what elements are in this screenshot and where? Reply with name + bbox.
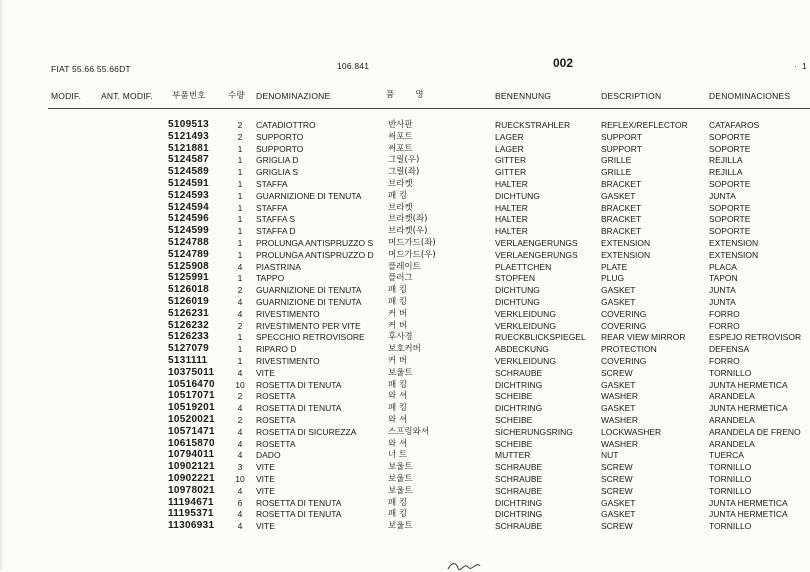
cell-korean-name: 반사판	[388, 120, 413, 130]
cell-quantity: 1	[237, 179, 243, 189]
cell-korean-name: 보호커버	[388, 344, 421, 355]
table-row	[0, 225, 810, 237]
col-header-denominaciones: DENOMINACIONES	[709, 91, 791, 101]
cell-part-number: 5126231	[168, 307, 210, 319]
cell-part-number: 11306931	[168, 520, 215, 532]
cell-denominazione: STAFFA	[256, 202, 288, 213]
cell-description: PROTECTION	[601, 344, 657, 355]
table-row	[0, 379, 810, 391]
cell-part-number: 10375011	[168, 366, 215, 378]
cell-description: NUT	[601, 450, 619, 461]
cell-benennung: HALTER	[495, 226, 528, 237]
cell-denominaciones: SOPORTE	[709, 226, 751, 237]
table-row	[0, 154, 810, 166]
cell-denominaciones: SOPORTE	[709, 143, 751, 154]
cell-benennung: SCHRAUBE	[495, 474, 543, 484]
cell-part-number: 5126018	[168, 284, 210, 296]
cell-denominazione: ROSETTA	[256, 438, 296, 449]
cell-denominaciones: TORNILLO	[709, 367, 752, 378]
col-header-part-number: 부품번호	[172, 91, 206, 101]
cell-korean-name: 머드가드(좌)	[388, 238, 436, 248]
cell-quantity: 1	[237, 226, 243, 237]
cell-korean-name: 패 킹	[388, 509, 408, 520]
cell-part-number: 5124599	[168, 225, 210, 237]
cell-denominazione: STAFFA S	[256, 214, 296, 225]
cell-quantity: 4	[237, 426, 243, 437]
cell-korean-name: 플러그	[388, 273, 413, 284]
cell-denominazione: VITE	[256, 367, 275, 378]
cell-description: SCREW	[601, 521, 633, 532]
table-row	[0, 202, 810, 214]
cell-quantity: 2	[237, 391, 243, 402]
cell-description: GASKET	[601, 190, 636, 201]
cell-quantity: 4	[237, 521, 243, 532]
cell-quantity: 1	[237, 273, 243, 284]
cell-denominaciones: TUERCA	[709, 450, 744, 461]
cell-korean-name: 써포트	[388, 143, 413, 154]
cell-quantity: 4	[237, 367, 243, 378]
cell-korean-name: 브라켓	[388, 202, 413, 213]
cell-part-number: 5124596	[168, 213, 210, 225]
cell-denominazione: ROSETTA	[256, 391, 296, 402]
cell-quantity: 2	[237, 120, 243, 130]
cell-denominazione: ROSETTA DI TENUTA	[256, 379, 342, 390]
table-row	[0, 438, 810, 450]
cell-part-number: 5125991	[168, 272, 210, 284]
cell-part-number: 5124593	[168, 189, 210, 201]
cell-description: SUPPORT	[601, 131, 642, 142]
cell-benennung: ABDECKUNG	[495, 344, 549, 355]
cell-part-number: 5126232	[168, 319, 210, 331]
cell-description: LOCKWASHER	[601, 426, 662, 437]
cell-description: WASHER	[601, 391, 638, 402]
cell-benennung: DICHTUNG	[495, 297, 540, 307]
cell-denominaciones: SOPORTE	[709, 179, 751, 189]
cell-part-number: 10794011	[168, 449, 215, 461]
col-header-quantity: 수량	[228, 91, 245, 101]
cell-denominazione: PROLUNGA ANTISPRUZZO S	[256, 238, 374, 248]
cell-denominazione: SUPPORTO	[256, 131, 304, 142]
cell-part-number: 5124788	[168, 237, 210, 248]
cell-benennung: LAGER	[495, 143, 524, 154]
cell-part-number: 5131111	[168, 355, 208, 366]
cell-denominaciones: FORRO	[709, 308, 740, 319]
cell-korean-name: 그릴(좌)	[388, 167, 420, 178]
cell-part-number: 10902121	[168, 461, 215, 473]
cell-denominazione: ROSETTA DI TENUTA	[256, 403, 342, 414]
cell-quantity: 1	[237, 155, 243, 166]
cell-benennung: SCHRAUBE	[495, 367, 543, 378]
cell-description: SUPPORT	[601, 143, 642, 154]
cell-benennung: SCHEIBE	[495, 438, 533, 449]
table-row	[0, 261, 810, 273]
cell-benennung: HALTER	[495, 202, 528, 213]
cell-denominazione: CATADIOTTRO	[256, 120, 316, 130]
cell-description: EXTENSION	[601, 238, 651, 248]
cell-korean-name: 후사경	[388, 332, 413, 343]
cell-denominaciones: JUNTA HERMETICA	[709, 379, 788, 390]
cell-benennung: SCHEIBE	[495, 391, 533, 402]
cell-benennung: SICHERUNGSRING	[495, 426, 573, 437]
cell-denominazione: VITE	[256, 485, 275, 496]
cell-denominaciones: JUNTA	[709, 190, 736, 201]
cell-part-number: 5126019	[168, 296, 210, 307]
table-row	[0, 367, 810, 379]
cell-denominaciones: SOPORTE	[709, 131, 751, 142]
cell-quantity: 1	[237, 143, 243, 154]
cell-korean-name: 보울트	[388, 474, 413, 484]
cell-korean-name: 써포트	[388, 131, 413, 142]
cell-part-number: 5124594	[168, 201, 210, 213]
cell-denominaciones: TORNILLO	[709, 462, 752, 473]
col-header-description: DESCRIPTION	[601, 91, 662, 101]
cell-denominaciones: JUNTA HERMETICA	[709, 497, 788, 508]
cell-denominazione: RIVESTIMENTO	[256, 308, 320, 319]
cell-quantity: 1	[237, 356, 243, 366]
cell-part-number: 5125908	[168, 260, 210, 272]
cell-denominaciones: ARANDELA DE FRENO	[709, 426, 801, 437]
cell-korean-name: 패 킹	[388, 190, 408, 201]
cell-denominaciones: ARANDELA	[709, 415, 755, 425]
cell-benennung: DICHTRING	[495, 379, 543, 390]
cell-benennung: VERKLEIDUNG	[495, 356, 556, 366]
table-row	[0, 237, 810, 249]
cell-description: BRACKET	[601, 214, 642, 225]
table-row	[0, 284, 810, 296]
cell-description: SCREW	[601, 367, 633, 378]
table-row	[0, 131, 810, 143]
cell-denominazione: ROSETTA DI TENUTA	[256, 497, 342, 508]
cell-quantity: 2	[237, 131, 243, 142]
cell-description: GASKET	[601, 403, 636, 414]
cell-denominazione: VITE	[256, 462, 275, 473]
cell-part-number: 10978021	[168, 484, 215, 496]
cell-denominazione: SUPPORTO	[256, 143, 304, 154]
cell-description: BRACKET	[601, 226, 642, 237]
cell-denominazione: GRIGLIA S	[256, 167, 299, 178]
cell-part-number: 11195371	[168, 508, 214, 520]
cell-quantity: 4	[237, 261, 243, 272]
cell-description: PLATE	[601, 261, 628, 272]
cell-quantity: 1	[237, 214, 243, 225]
table-row	[0, 320, 810, 332]
cell-korean-name: 와 셔	[388, 391, 408, 402]
cell-benennung: MUTTER	[495, 450, 531, 461]
cell-denominazione: DADO	[256, 450, 281, 461]
cell-quantity: 4	[237, 297, 243, 307]
header-divider	[48, 108, 810, 109]
cell-benennung: DICHTRING	[495, 497, 543, 508]
table-row	[0, 520, 810, 532]
table-row	[0, 331, 810, 343]
cell-korean-name: 커 버	[388, 320, 408, 331]
cell-benennung: VERLAENGERUNGS	[495, 238, 578, 248]
cell-denominazione: ROSETTA	[256, 415, 296, 425]
table-row	[0, 272, 810, 284]
table-row	[0, 213, 810, 225]
cell-part-number: 5121881	[168, 142, 210, 154]
cell-korean-name: 보울트	[388, 485, 413, 496]
cell-benennung: GITTER	[495, 155, 527, 166]
cell-description: EXTENSION	[601, 249, 651, 260]
cell-denominaciones: SOPORTE	[709, 202, 751, 213]
cell-denominaciones: REJILLA	[709, 155, 743, 166]
table-row	[0, 296, 810, 308]
table-row	[0, 449, 810, 461]
table-row	[0, 414, 810, 426]
cell-quantity: 2	[237, 415, 243, 425]
cell-denominazione: ROSETTA DI TENUTA	[256, 509, 342, 520]
cell-part-number: 5124789	[168, 248, 210, 260]
cell-description: SCREW	[601, 474, 633, 484]
cell-korean-name: 와 셔	[388, 415, 408, 425]
cell-denominazione: TAPPO	[256, 273, 285, 284]
cell-quantity: 1	[237, 344, 243, 355]
cell-denominaciones: EXTENSION	[709, 238, 759, 248]
cell-description: REAR VIEW MIRROR	[601, 332, 686, 343]
cell-part-number: 10902221	[168, 473, 215, 484]
cell-benennung: SCHRAUBE	[495, 462, 543, 473]
cell-korean-name: 패 킹	[388, 403, 408, 414]
cell-description: WASHER	[601, 415, 638, 425]
cell-denominazione: VITE	[256, 474, 275, 484]
cell-benennung: HALTER	[495, 214, 528, 225]
cell-denominaciones: JUNTA HERMETICA	[709, 403, 788, 414]
cell-denominaciones: TAPON	[709, 273, 738, 284]
cell-part-number: 5121493	[168, 130, 210, 142]
col-header-ant-modif: ANT. MODIF.	[101, 91, 153, 101]
cell-benennung: DICHTRING	[495, 403, 543, 414]
table-row	[0, 178, 810, 190]
cell-korean-name: 패 킹	[388, 297, 408, 307]
document-date: 106.841	[337, 61, 370, 71]
cell-korean-name: 보울트	[388, 521, 413, 532]
table-row	[0, 190, 810, 202]
table-row	[0, 355, 810, 367]
cell-part-number: 10517071	[168, 390, 215, 402]
cell-description: REFLEX/REFLECTOR	[601, 120, 688, 130]
cell-denominazione: RIPARO D	[256, 344, 297, 355]
cell-denominaciones: TORNILLO	[709, 485, 752, 496]
table-row	[0, 166, 810, 178]
cell-description: BRACKET	[601, 179, 642, 189]
cell-denominazione: SPECCHIO RETROVISORE	[256, 332, 365, 343]
cell-denominaciones: JUNTA	[709, 285, 736, 296]
cell-benennung: DICHTUNG	[495, 190, 540, 201]
cell-denominaciones: ARANDELA	[709, 438, 755, 449]
cell-quantity: 6	[237, 497, 243, 508]
cell-korean-name: 그릴(우)	[388, 155, 420, 166]
cell-part-number: 5124589	[168, 166, 210, 178]
cell-korean-name: 패 킹	[388, 285, 408, 296]
cell-denominaciones: PLACA	[709, 261, 737, 272]
cell-quantity: 4	[237, 485, 243, 496]
cell-quantity: 4	[237, 403, 243, 414]
table-row	[0, 473, 810, 485]
cell-part-number: 10571471	[168, 425, 215, 437]
cell-description: GASKET	[601, 297, 636, 307]
cell-description: SCREW	[601, 462, 633, 473]
cell-benennung: DICHTRING	[495, 509, 543, 520]
cell-korean-name: 패 킹	[388, 379, 408, 390]
cell-part-number: 5109513	[168, 119, 210, 130]
table-row	[0, 508, 810, 520]
cell-denominazione: GUARNIZIONE DI TENUTA	[256, 190, 362, 201]
col-header-modif: MODIF.	[51, 91, 82, 101]
cell-denominaciones: SOPORTE	[709, 214, 751, 225]
cell-denominaciones: ESPEJO RETROVISOR	[709, 332, 802, 343]
cell-benennung: VERKLEIDUNG	[495, 308, 556, 319]
cell-benennung: SCHRAUBE	[495, 485, 543, 496]
cell-quantity: 2	[237, 285, 243, 296]
cell-benennung: SCHEIBE	[495, 415, 533, 425]
col-header-korean-name: 품 명	[386, 90, 424, 100]
cell-benennung: LAGER	[495, 131, 524, 142]
table-row	[0, 461, 810, 473]
table-row	[0, 143, 810, 155]
cell-quantity: 10	[235, 379, 245, 390]
cell-part-number: 10520021	[168, 414, 215, 425]
table-row	[0, 390, 810, 402]
cell-description: COVERING	[601, 308, 647, 319]
cell-description: GASKET	[601, 379, 636, 390]
cell-part-number: 5124587	[168, 154, 210, 166]
cell-quantity: 2	[237, 320, 243, 331]
cell-quantity: 1	[237, 202, 243, 213]
cell-korean-name: 스프링와셔	[388, 426, 430, 437]
cell-part-number: 10516470	[168, 378, 215, 390]
table-row	[0, 426, 810, 438]
cell-korean-name: 커 버	[388, 308, 408, 319]
col-header-benennung: BENENNUNG	[495, 91, 552, 101]
cell-benennung: VERLAENGERUNGS	[495, 249, 578, 260]
table-row	[0, 308, 810, 320]
table-row	[0, 402, 810, 414]
cell-benennung: DICHTUNG	[495, 285, 540, 296]
cell-denominaciones: CATAFAROS	[709, 120, 760, 130]
cell-description: GRILLE	[601, 155, 632, 166]
page-code: 002	[553, 56, 574, 70]
cell-description: GASKET	[601, 497, 636, 508]
cell-quantity: 4	[237, 509, 243, 520]
cell-denominazione: STAFFA	[256, 179, 288, 189]
cell-denominazione: GUARNIZIONE DI TENUTA	[256, 285, 362, 296]
cell-korean-name: 보울트	[388, 367, 413, 378]
cell-denominaciones: ARANDELA	[709, 391, 755, 402]
page-number: 1	[802, 61, 807, 71]
model-title: FIAT 55.66 55.66DT	[51, 64, 131, 74]
cell-quantity: 1	[237, 332, 243, 343]
cell-korean-name: 와 셔	[388, 438, 408, 449]
cell-denominazione: PROLUNGA ANTISPRUZZO D	[256, 249, 374, 260]
cell-denominaciones: FORRO	[709, 356, 740, 366]
cell-denominaciones: JUNTA HERMETICA	[709, 509, 788, 520]
cell-description: COVERING	[601, 320, 647, 331]
cell-quantity: 1	[237, 249, 243, 260]
cell-description: BRACKET	[601, 202, 642, 213]
cell-benennung: PLAETTCHEN	[495, 261, 552, 272]
cell-benennung: RUECKBLICKSPIEGEL	[495, 332, 586, 343]
cell-description: COVERING	[601, 356, 647, 366]
cell-korean-name: 패 킹	[388, 497, 408, 508]
cell-korean-name: 머드가드(우)	[388, 249, 436, 260]
page-number-prefix: ·	[794, 61, 798, 71]
cell-benennung: SCHRAUBE	[495, 521, 543, 532]
table-row	[0, 343, 810, 355]
cell-benennung: GITTER	[495, 167, 527, 178]
cell-benennung: STOPFEN	[495, 273, 535, 284]
cell-denominaciones: REJILLA	[709, 167, 743, 178]
cell-korean-name: 커 버	[388, 356, 408, 366]
cell-quantity: 1	[237, 238, 243, 248]
cell-quantity: 4	[237, 450, 243, 461]
table-row	[0, 119, 810, 131]
cell-denominazione: VITE	[256, 521, 275, 532]
cell-description: PLUG	[601, 273, 625, 284]
cell-denominazione: GRIGLIA D	[256, 155, 299, 166]
cell-korean-name: 브라켓(우)	[388, 226, 428, 237]
cell-description: WASHER	[601, 438, 638, 449]
cell-quantity: 4	[237, 438, 243, 449]
cell-quantity: 1	[237, 190, 243, 201]
cell-description: GASKET	[601, 509, 636, 520]
cell-denominaciones: TORNILLO	[709, 521, 752, 532]
table-row	[0, 497, 810, 509]
cell-quantity: 10	[235, 474, 245, 484]
cell-benennung: HALTER	[495, 179, 528, 189]
cell-quantity: 4	[237, 308, 243, 319]
cell-description: GRILLE	[601, 167, 632, 178]
cell-korean-name: 브라켓(좌)	[388, 214, 428, 225]
cell-description: SCREW	[601, 485, 633, 496]
cell-denominaciones: JUNTA	[709, 297, 736, 307]
cell-denominazione: GUARNIZIONE DI TENUTA	[256, 297, 362, 307]
col-header-denominazione: DENOMINAZIONE	[256, 91, 331, 101]
cell-korean-name: 브라켓	[388, 179, 413, 189]
cell-denominaciones: FORRO	[709, 320, 740, 331]
cell-part-number: 5126233	[168, 331, 210, 343]
cell-denominazione: STAFFA D	[256, 226, 296, 237]
cell-korean-name: 플레이트	[388, 261, 421, 272]
cell-benennung: RUECKSTRAHLER	[495, 120, 571, 130]
cell-part-number: 10519201	[168, 402, 215, 414]
cell-denominazione: RIVESTIMENTO	[256, 356, 320, 366]
table-row	[0, 249, 810, 261]
cell-part-number: 11194671	[168, 496, 214, 508]
cell-quantity: 1	[237, 167, 243, 178]
cell-quantity: 3	[237, 462, 243, 473]
cell-denominazione: ROSETTA DI SICUREZZA	[256, 426, 357, 437]
cell-denominazione: PIASTRINA	[256, 261, 301, 272]
cell-denominaciones: DEFENSA	[709, 344, 750, 355]
cell-denominazione: RIVESTIMENTO PER VITE	[256, 320, 361, 331]
cell-description: GASKET	[601, 285, 636, 296]
cell-korean-name: 보울트	[388, 462, 413, 473]
cell-benennung: VERKLEIDUNG	[495, 320, 556, 331]
cell-denominaciones: EXTENSION	[709, 249, 759, 260]
table-row	[0, 485, 810, 497]
cell-part-number: 5127079	[168, 343, 210, 355]
cell-part-number: 10615870	[168, 437, 215, 449]
cell-part-number: 5124591	[168, 178, 210, 189]
cell-denominaciones: TORNILLO	[709, 474, 752, 484]
cell-korean-name: 너 트	[388, 450, 408, 461]
